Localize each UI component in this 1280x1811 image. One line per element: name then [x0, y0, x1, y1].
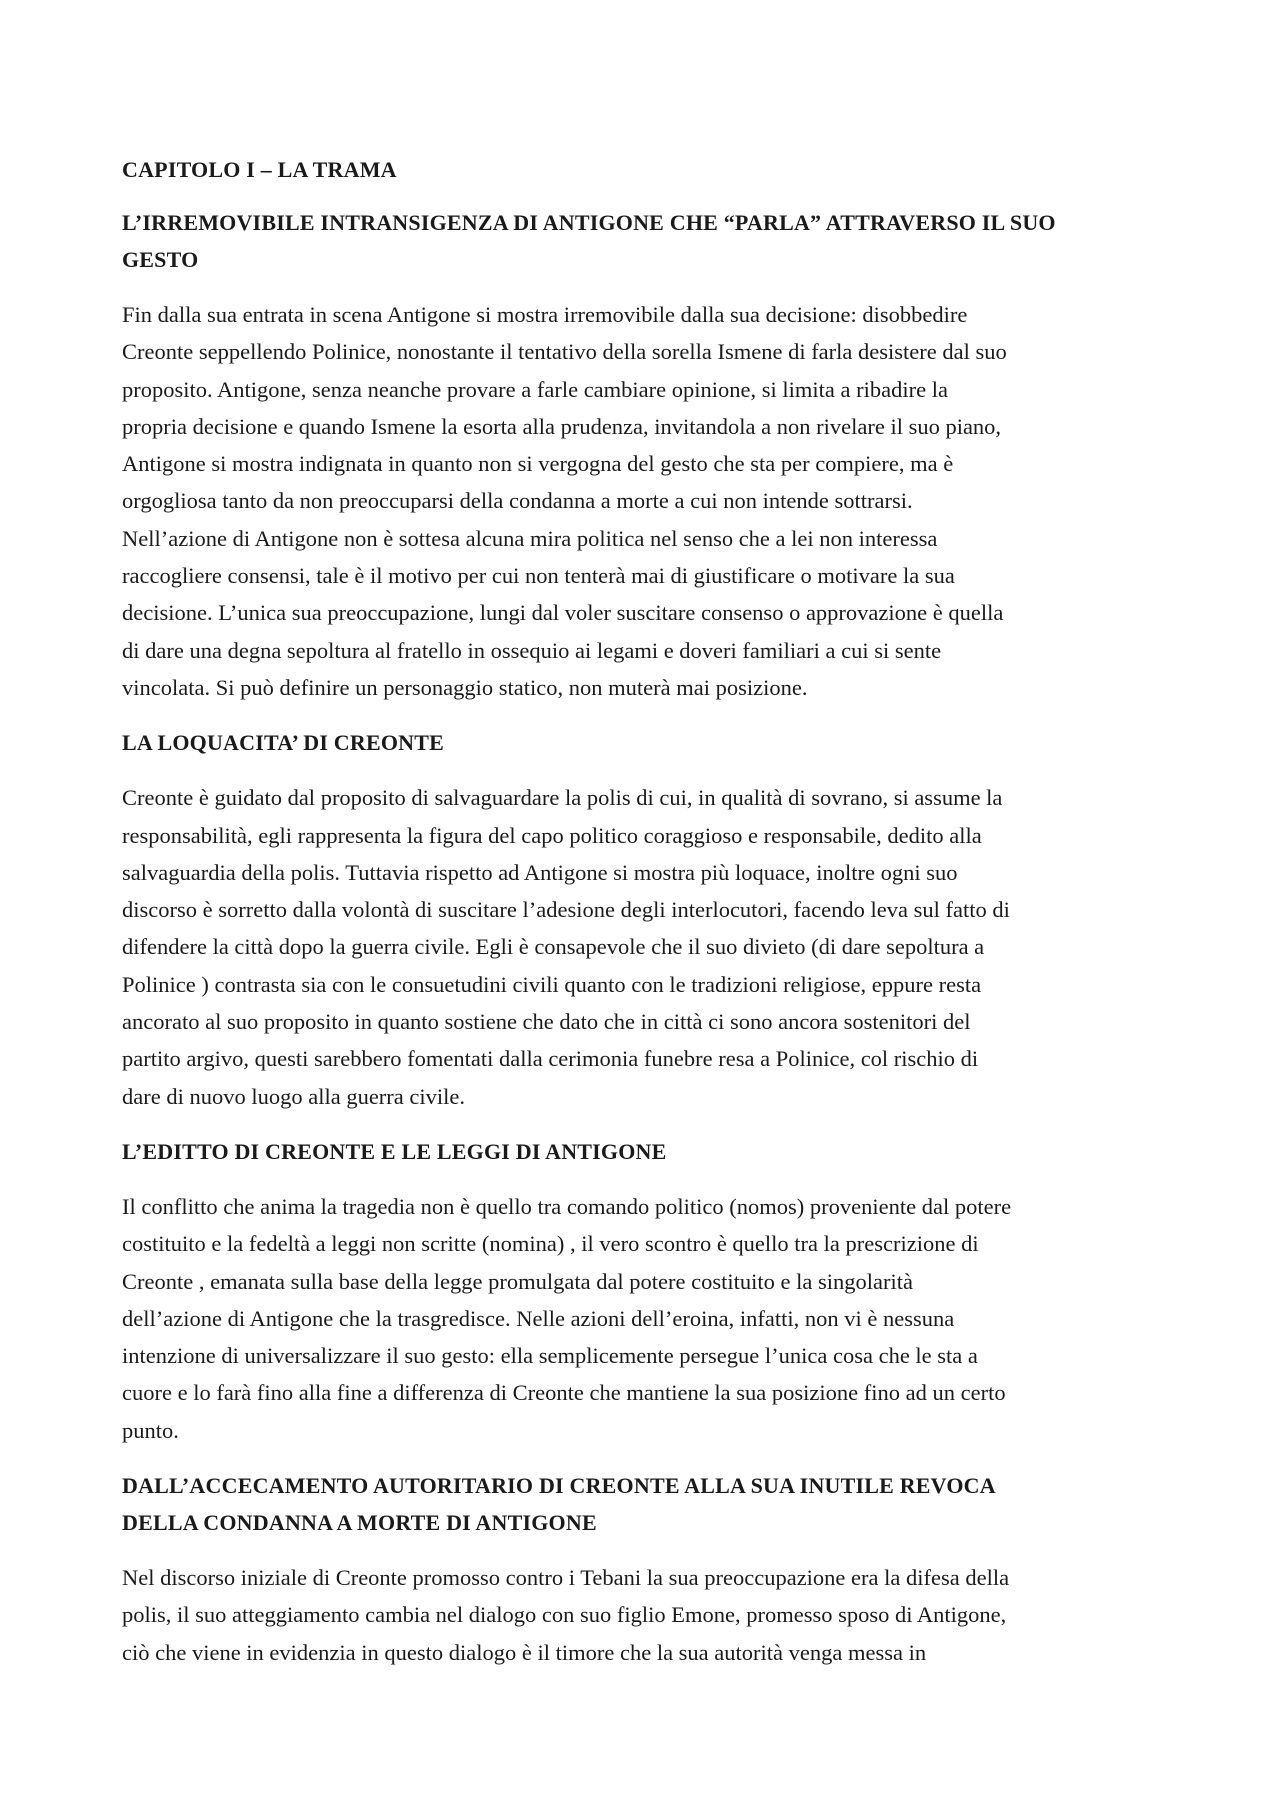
paragraph-line: punto.	[122, 1417, 179, 1443]
paragraph-line: ciò che viene in evidenzia in questo dialogo è il timore che la sua autorità venga messa in	[122, 1639, 927, 1665]
paragraph-line: Fin dalla sua entrata in scena Antigone si mostra irremovibile dalla sua decisione: disobbedire	[122, 302, 968, 327]
paragraph-line: decisione. L’unica sua preoccupazione, lungi dal voler suscitare consenso o approvazione è quella	[122, 600, 1004, 626]
paragraph-line: dare di nuovo luogo alla guerra civile.	[122, 1083, 466, 1109]
section-paragraph-editto	[122, 1188, 1160, 1449]
paragraph-line: Nell’azione di Antigone non è sottesa alcuna mira politica nel senso che a lei non interessa	[122, 525, 938, 551]
heading-line: LA LOQUACITA’ DI CREONTE	[122, 730, 445, 756]
paragraph-line: polis, il suo atteggiamento cambia nel dialogo con suo figlio Emone, promesso sposo di Antigone,	[122, 1602, 1007, 1628]
paragraph-line: proposito. Antigone, senza neanche provare a farle cambiare opinione, si limita a ribadire la	[122, 376, 948, 402]
paragraph-line: Creonte , emanata sulla base della legge promulgata dal potere costituito e la singolarità	[122, 1268, 913, 1294]
paragraph-line: Antigone si mostra indignata in quanto non si vergogna del gesto che sta per compiere, ma è	[122, 451, 954, 477]
paragraph-line: cuore e lo farà fino alla fine a differenza di Creonte che mantiene la sua posizione fino ad un certo	[122, 1380, 1006, 1406]
section-heading-creonte	[122, 724, 1160, 761]
chapter-title: CAPITOLO I – LA TRAMA	[122, 157, 397, 182]
paragraph-line: Creonte è guidato dal proposito di salvaguardare la polis di cui, in qualità di sovrano, si assume la	[122, 785, 1003, 811]
paragraph-line: dell’azione di Antigone che la trasgredisce. Nelle azioni dell’eroina, infatti, non vi è nessuna	[122, 1305, 955, 1331]
paragraph-line: Creonte seppellendo Polinice, nonostante il tentativo della sorella Ismene di farla desistere dal suo	[122, 339, 1007, 365]
heading-line: DELLA CONDANNA A MORTE DI ANTIGONE	[122, 1510, 597, 1536]
paragraph-line: difendere la città dopo la guerra civile. Egli è consapevole che il suo divieto (di dare sepoltura a	[122, 934, 985, 960]
paragraph-line: Polinice ) contrasta sia con le consuetudini civili quanto con le tradizioni religiose, eppure resta	[122, 971, 982, 997]
section-paragraph-creonte	[122, 779, 1160, 1115]
paragraph-line: Il conflitto che anima la tragedia non è quello tra comando politico (nomos) proveniente dal potere	[122, 1193, 1012, 1219]
paragraph-line: discorso è sorretto dalla volontà di suscitare l’adesione degli interlocutori, facendo leva sul fatto di	[122, 897, 1010, 923]
section-heading-antigone	[122, 204, 1160, 278]
paragraph-line: partito argivo, questi sarebbero fomentati dalla cerimonia funebre resa a Polinice, col rischio di	[122, 1046, 979, 1072]
paragraph-line: orgogliosa tanto da non preoccuparsi della condanna a morte a cui non intende sottrarsi.	[122, 488, 913, 514]
heading-line: GESTO	[122, 247, 199, 272]
section-paragraph-accecamento	[122, 1559, 1160, 1671]
paragraph-line: costituito e la fedeltà a leggi non scritte (nomina) , il vero scontro è quello tra la prescrizione di	[122, 1231, 979, 1257]
paragraph-line: salvaguardia della polis. Tuttavia rispetto ad Antigone si mostra più loquace, inoltre ogni suo	[122, 859, 958, 885]
paragraph-line: Nel discorso iniziale di Creonte promosso contro i Tebani la sua preoccupazione era la difesa della	[122, 1565, 1010, 1591]
heading-line: L’IRREMOVIBILE INTRANSIGENZA DI ANTIGONE CHE “PARLA” ATTRAVERSO IL SUO	[122, 210, 1056, 235]
paragraph-line: di dare una degna sepoltura al fratello in ossequio ai legami e doveri familiari a cui si sente	[122, 637, 942, 663]
paragraph-line: vincolata. Si può definire un personaggio statico, non muterà mai posizione.	[122, 674, 808, 700]
paragraph-line: responsabilità, egli rappresenta la figura del capo politico coraggioso e responsabile, dedito alla	[122, 822, 982, 848]
document-body	[122, 151, 1160, 1671]
paragraph-line: raccogliere consensi, tale è il motivo per cui non tenterà mai di giustificare o motivare la sua	[122, 563, 955, 589]
paragraph-line: intenzione di universalizzare il suo gesto: ella semplicemente persegue l’unica cosa che le sta a	[122, 1343, 978, 1369]
section-heading-editto	[122, 1133, 1160, 1170]
heading-line: L’EDITTO DI CREONTE E LE LEGGI DI ANTIGONE	[122, 1138, 667, 1164]
section-paragraph-antigone	[122, 296, 1160, 706]
section-heading-accecamento	[122, 1467, 1160, 1541]
heading-line: DALL’ACCECAMENTO AUTORITARIO DI CREONTE ALLA SUA INUTILE REVOCA	[122, 1473, 996, 1499]
paragraph-line: propria decisione e quando Ismene la esorta alla prudenza, invitandola a non rivelare il suo piano,	[122, 413, 1002, 439]
paragraph-line: ancorato al suo proposito in quanto sostiene che dato che in città ci sono ancora sostenitori del	[122, 1009, 971, 1035]
